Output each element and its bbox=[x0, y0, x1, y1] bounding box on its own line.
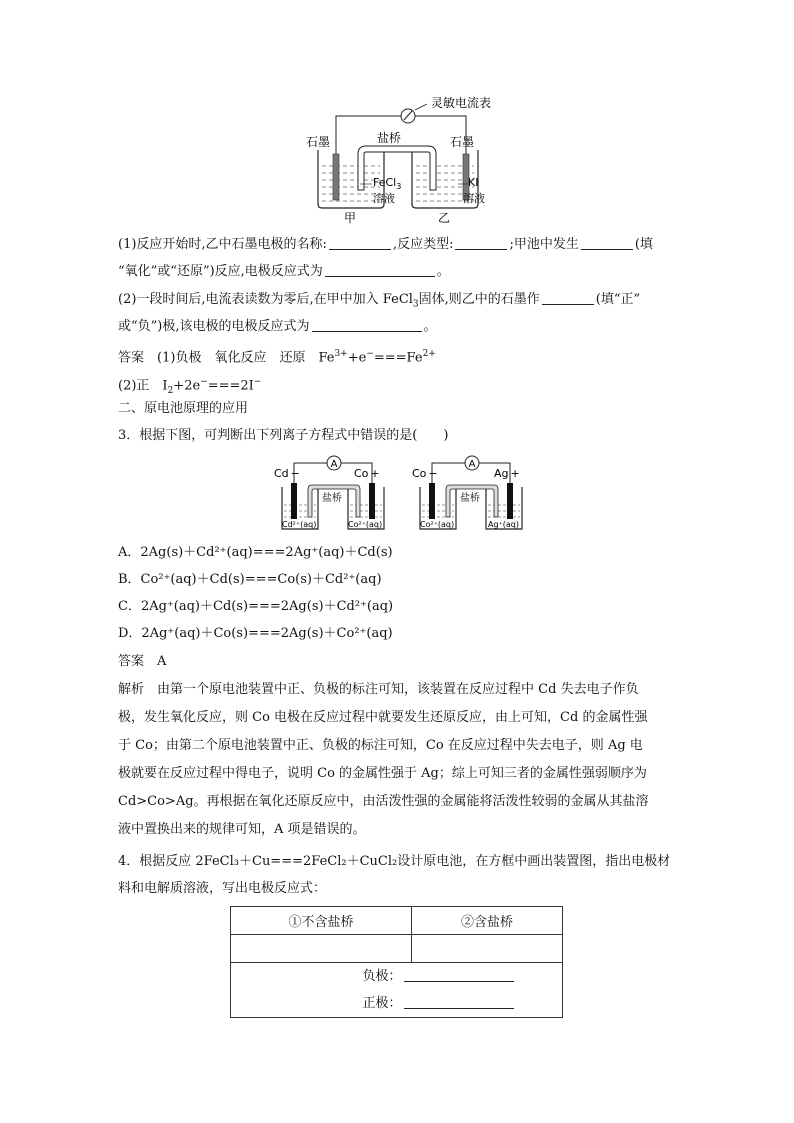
svg-text:FeCl3: FeCl$_3$ bbox=[373, 176, 402, 191]
co-electrode bbox=[369, 483, 375, 519]
svg-text:石墨: 石墨 bbox=[306, 135, 331, 149]
drawing-box-salt-bridge[interactable] bbox=[412, 935, 563, 963]
q2-part2-line1: (2)一段时间后,电流表读数为零后,在甲中加入 FeCl$_3$固体,则乙中的石墨作 (填“正” bbox=[118, 292, 641, 310]
svg-text:甲: 甲 bbox=[344, 211, 357, 225]
svg-text:盐桥: 盐桥 bbox=[322, 493, 342, 504]
svg-text:A: A bbox=[330, 459, 338, 470]
electrode-reaction-cell bbox=[231, 963, 563, 1018]
q4-stem-line2: 料和电解质溶液，写出电极反应式： bbox=[118, 881, 327, 896]
svg-text:A: A bbox=[468, 459, 476, 470]
svg-text:Co²⁺(aq): Co²⁺(aq) bbox=[420, 520, 455, 529]
q3-analysis-line: 解析 由第一个原电池装置中正、负极的标注可知，该装置在反应过程中 Cd 失去电子作负 bbox=[118, 682, 639, 697]
option-c[interactable]: C．2Ag⁺(aq)＋Cd(s)===2Ag(s)＋Cd²⁺(aq) bbox=[118, 599, 394, 614]
q3-analysis-line: 液中置换出来的规律可知，A 项是错误的。 bbox=[118, 822, 366, 837]
co-electrode bbox=[429, 483, 435, 519]
ag-electrode bbox=[507, 483, 513, 519]
answer-blank[interactable] bbox=[329, 236, 391, 250]
q2-part1-line1: (1)反应开始时,乙中石墨电极的名称: ,反应类型: ;甲池中发生 (填 bbox=[118, 237, 653, 252]
answer-blank[interactable] bbox=[312, 318, 422, 332]
col-header-no-salt-bridge: ①不含盐桥 bbox=[231, 907, 412, 935]
q3-analysis-line: 于 Co；由第二个原电池装置中正、负极的标注可知，Co 在反应过程中失去电子，则 Ag 电 bbox=[118, 738, 643, 753]
svg-text:Ag⁺(aq): Ag⁺(aq) bbox=[488, 520, 519, 529]
galvanic-cell-figure-cd-co bbox=[272, 455, 392, 535]
col-header-salt-bridge: ②含盐桥 bbox=[412, 907, 563, 935]
option-b[interactable]: B．Co²⁺(aq)＋Cd(s)===Co(s)＋Cd²⁺(aq) bbox=[118, 572, 382, 587]
svg-text:Cd²⁺(aq): Cd²⁺(aq) bbox=[282, 520, 317, 529]
q3-analysis-line: 极就要在反应过程中得电子，说明 Co 的金属性强于 Ag；综上可知三者的金属性强弱顺序为 bbox=[118, 766, 647, 781]
svg-text:盐桥: 盐桥 bbox=[460, 493, 480, 504]
svg-text:溶液: 溶液 bbox=[373, 192, 395, 205]
q2-answer-line1: 答案 (1)负极 氧化反应 还原 $Fe^{3+}+e^-===Fe^{2+}$ bbox=[118, 349, 436, 366]
negative-electrode-row: 负极： bbox=[231, 963, 562, 990]
q2-part2-line2: 或“负”)极,该电极的电极反应式为 。 bbox=[118, 319, 437, 334]
left-graphite-electrode bbox=[333, 154, 339, 200]
cd-electrode bbox=[291, 483, 297, 519]
svg-text:灵敏电流表: 灵敏电流表 bbox=[431, 96, 492, 110]
positive-electrode-blank[interactable] bbox=[404, 995, 514, 1009]
drawing-box-no-salt-bridge[interactable] bbox=[231, 935, 412, 963]
ammeter-icon bbox=[465, 456, 479, 470]
svg-text:石墨: 石墨 bbox=[450, 135, 475, 149]
q3-answer: 答案 A bbox=[118, 654, 167, 669]
negative-electrode-blank[interactable] bbox=[404, 968, 514, 982]
ammeter-icon bbox=[327, 456, 341, 470]
svg-text:Co−: Co − bbox=[412, 467, 438, 480]
q2-part1-line2: “氧化”或“还原”)反应,电极反应式为 。 bbox=[118, 264, 450, 279]
svg-text:Cd−: Cd − bbox=[274, 467, 300, 480]
q2-answer-line2: (2)正 $I_2+2e^-===2I^-$ bbox=[118, 377, 262, 396]
option-d[interactable]: D．2Ag⁺(aq)＋Co(s)===2Ag(s)＋Co²⁺(aq) bbox=[118, 626, 393, 641]
answer-blank[interactable] bbox=[455, 236, 507, 250]
svg-text:Co+: Co + bbox=[354, 467, 380, 480]
section-heading: 二、原电池原理的应用 bbox=[118, 401, 249, 416]
svg-text:Ag+: Ag + bbox=[494, 467, 520, 480]
positive-electrode-row: 正极： bbox=[231, 990, 562, 1017]
galvanic-cell-figure-1 bbox=[300, 92, 500, 227]
q3-analysis-line: 极，发生氧化反应，则 Co 电极在反应过程中就要发生还原反应，由上可知，Cd 的金属性强 bbox=[118, 710, 648, 725]
answer-blank[interactable] bbox=[581, 236, 633, 250]
option-a[interactable]: A．2Ag(s)＋Cd²⁺(aq)===2Ag⁺(aq)＋Cd(s) bbox=[118, 545, 393, 560]
svg-text:乙: 乙 bbox=[438, 211, 451, 225]
svg-text:盐桥: 盐桥 bbox=[377, 131, 402, 145]
galvanometer-icon bbox=[401, 109, 415, 123]
q3-stem: 3．根据下图，可判断出下列离子方程式中错误的是( ) bbox=[118, 428, 449, 443]
galvanic-cell-figure-co-ag bbox=[410, 455, 530, 535]
answer-table bbox=[230, 906, 563, 1018]
q4-stem-line1: 4．根据反应 2FeCl₃＋Cu===2FeCl₂＋CuCl₂设计原电池，在方框中画出装置图，指出电极材 bbox=[118, 854, 671, 869]
answer-blank[interactable] bbox=[325, 263, 435, 277]
svg-text:溶液: 溶液 bbox=[463, 192, 485, 205]
svg-text:KI: KI bbox=[468, 176, 479, 189]
answer-blank[interactable] bbox=[542, 291, 594, 305]
q3-analysis-line: Cd>Co>Ag。再根据在氧化还原反应中，由活泼性强的金属能将活泼性较弱的金属从其盐溶 bbox=[118, 794, 649, 809]
svg-text:Co²⁺(aq): Co²⁺(aq) bbox=[348, 520, 383, 529]
